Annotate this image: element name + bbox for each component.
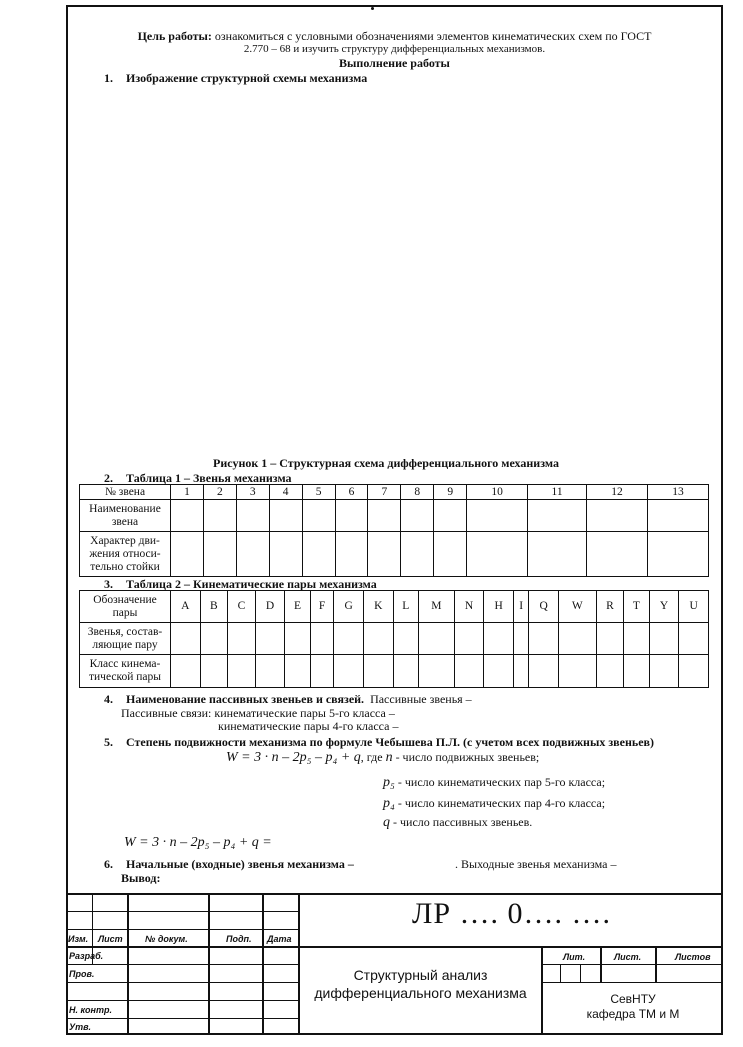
desc-p4: - число кинематических пар 4-го класса; xyxy=(394,796,606,810)
table1-row-name xyxy=(80,500,709,532)
table1-number: 2. xyxy=(104,471,113,485)
section-title: Выполнение работы xyxy=(339,56,450,70)
var-p4: p₄ xyxy=(383,796,395,811)
stamp-line xyxy=(580,964,581,982)
table1-title: Таблица 1 – Звенья механизма xyxy=(126,471,292,485)
table2-cell[interactable] xyxy=(393,623,419,655)
table2-cell[interactable] xyxy=(255,623,285,655)
table1-header-row xyxy=(80,485,709,500)
col-sheet: Лист. xyxy=(614,952,642,962)
table2-col-header: A xyxy=(171,591,201,623)
formula-eval: W = 3 · n – 2p₅ – p₄ + q = xyxy=(124,835,272,850)
table2-cell[interactable] xyxy=(558,623,596,655)
doc-code: ЛР …. 0…. …. xyxy=(411,897,612,930)
item5-number: 5. xyxy=(104,735,113,749)
stamp-title-line1: Структурный анализ xyxy=(353,967,488,983)
scan-dot xyxy=(371,7,374,10)
table2-row-label xyxy=(80,623,171,655)
table2-cell[interactable] xyxy=(171,655,201,688)
table2-cell[interactable] xyxy=(228,623,256,655)
item5-formula-line xyxy=(226,750,539,766)
table1-cell[interactable] xyxy=(302,532,335,577)
table2-cell[interactable] xyxy=(255,655,285,688)
table1-cell[interactable] xyxy=(335,532,368,577)
stamp-line xyxy=(66,1000,299,1001)
table1-cell[interactable] xyxy=(203,500,236,532)
table1-col-header: 9 xyxy=(434,485,467,500)
table1-cell[interactable] xyxy=(236,532,269,577)
row-razrab: Разраб. xyxy=(69,951,104,961)
table2-cell[interactable] xyxy=(419,655,455,688)
table1-cell[interactable] xyxy=(171,532,204,577)
stamp-org xyxy=(543,992,723,1022)
table1-cell[interactable] xyxy=(647,500,708,532)
table1-col-header: 2 xyxy=(203,485,236,500)
table2-cell[interactable] xyxy=(419,623,455,655)
table1-cell[interactable] xyxy=(467,500,528,532)
col-list: Лист xyxy=(98,934,123,944)
table1-cell[interactable] xyxy=(434,500,467,532)
table1-row-motion xyxy=(80,532,709,577)
goal-line-2: 2.770 – 68 и изучить структуру дифференциальных механизмов. xyxy=(243,43,546,55)
table1-col-header: 10 xyxy=(467,485,528,500)
table2-col-header: H xyxy=(484,591,514,623)
table2-cell[interactable] xyxy=(171,623,201,655)
label-line: пары xyxy=(112,606,138,619)
stamp-line xyxy=(208,893,210,1035)
table2-col-header: I xyxy=(513,591,528,623)
table2-cell[interactable] xyxy=(596,623,624,655)
item4-line xyxy=(126,692,472,707)
table2-cell[interactable] xyxy=(393,655,419,688)
q-line xyxy=(383,815,532,831)
row-nkontr: Н. контр. xyxy=(69,1005,112,1015)
table2-cell[interactable] xyxy=(228,655,256,688)
table2-cell[interactable] xyxy=(649,655,679,688)
table2-col-header: K xyxy=(363,591,393,623)
table1-cell[interactable] xyxy=(236,500,269,532)
stamp-line xyxy=(66,964,299,965)
desc-q: - число пассивных звеньев. xyxy=(390,815,533,829)
var-q: q xyxy=(383,815,390,830)
col-dokum: № докум. xyxy=(145,934,188,944)
table2-cell[interactable] xyxy=(624,655,650,688)
p5-line xyxy=(383,775,605,791)
item4-title: Наименование пассивных звеньев и связей. xyxy=(126,692,365,706)
table1-col-header: 1 xyxy=(171,485,204,500)
table2-cell[interactable] xyxy=(513,623,528,655)
table1-cell[interactable] xyxy=(434,532,467,577)
item4-passive-links: Пассивные звенья – xyxy=(370,692,472,706)
table1-cell[interactable] xyxy=(528,532,587,577)
label-line: Обозначение xyxy=(93,593,157,606)
table2-cell[interactable] xyxy=(363,623,393,655)
table2-cell[interactable] xyxy=(624,623,650,655)
label-line: жения относи- xyxy=(89,547,161,560)
table1-cell[interactable] xyxy=(368,532,401,577)
item6-number: 6. xyxy=(104,857,113,871)
item1-title: Изображение структурной схемы механизма xyxy=(126,71,368,85)
var-p5: p₅ xyxy=(383,775,395,790)
table2-cell[interactable] xyxy=(454,623,484,655)
stamp-line xyxy=(66,946,723,948)
item5-title: Степень подвижности механизма по формуле Чебышева П.Л. (с учетом всех подвижных звеньев) xyxy=(126,735,655,749)
col-izm: Изм. xyxy=(68,934,89,944)
item4-passive-bonds-2: кинематические пары 4-го класса – xyxy=(218,719,399,733)
org-line2: кафедра ТМ и М xyxy=(586,1007,680,1021)
table2-cell[interactable] xyxy=(679,623,709,655)
table2-col-header: C xyxy=(228,591,256,623)
table2-cell[interactable] xyxy=(285,655,311,688)
table2-col-header: Y xyxy=(649,591,679,623)
item6-output: . Выходные звенья механизма – xyxy=(455,857,617,871)
table2-cell[interactable] xyxy=(200,655,228,688)
table2-cell[interactable] xyxy=(649,623,679,655)
table2-col-header: T xyxy=(624,591,650,623)
table2-cell[interactable] xyxy=(334,655,364,688)
table2-cell[interactable] xyxy=(513,655,528,688)
table2-cell[interactable] xyxy=(334,623,364,655)
label-line: тельно стойки xyxy=(90,560,160,573)
table2-cell[interactable] xyxy=(310,655,334,688)
label-line: звена xyxy=(111,515,139,528)
table2-col-header: U xyxy=(679,591,709,623)
table1-col-header: 6 xyxy=(335,485,368,500)
desc-p5: - число кинематических пар 5-го класса; xyxy=(394,775,606,789)
label-line: Звенья, состав- xyxy=(87,625,163,638)
label-line: Наименование xyxy=(89,502,161,515)
table2-cell[interactable] xyxy=(484,623,514,655)
table2-cell[interactable] xyxy=(454,655,484,688)
col-lit: Лит. xyxy=(563,952,586,962)
col-sheets: Листов xyxy=(675,952,711,962)
stamp-line xyxy=(262,893,264,1035)
stamp-line xyxy=(541,982,723,983)
table2-col-header: G xyxy=(334,591,364,623)
table2-col-header: B xyxy=(200,591,228,623)
table1-col-header: 11 xyxy=(528,485,587,500)
item4-passive-bonds: Пассивные связи: кинематические пары 5-го класса – xyxy=(121,706,395,720)
table1-cell[interactable] xyxy=(647,532,708,577)
col-podp: Подп. xyxy=(226,934,252,944)
stamp-line xyxy=(66,982,299,983)
table2-row-links xyxy=(80,623,709,655)
table1-cell[interactable] xyxy=(335,500,368,532)
table1-cell[interactable] xyxy=(587,500,648,532)
table1-col-header: 4 xyxy=(269,485,302,500)
label-line: Класс кинема- xyxy=(89,658,161,670)
table2-header-row xyxy=(80,591,709,623)
item6-title: Начальные (входные) звенья механизма – xyxy=(126,857,354,871)
formula-where: , где xyxy=(360,750,383,764)
figure-caption: Рисунок 1 – Структурная схема дифференциального механизма xyxy=(213,456,559,470)
stamp-line xyxy=(600,946,602,982)
table2-cell[interactable] xyxy=(484,655,514,688)
table1-cell[interactable] xyxy=(587,532,648,577)
table2-col-header: N xyxy=(454,591,484,623)
table1-cell[interactable] xyxy=(528,500,587,532)
item1-number: 1. xyxy=(104,71,113,85)
table1-cell[interactable] xyxy=(269,500,302,532)
var-n: n xyxy=(385,750,393,765)
table1-col-header: 12 xyxy=(587,485,648,500)
stamp-line xyxy=(560,964,561,982)
table1-cell[interactable] xyxy=(401,532,434,577)
label-line: ляющие пару xyxy=(92,638,158,651)
table1-col-header: 5 xyxy=(302,485,335,500)
table2-col-header: L xyxy=(393,591,419,623)
desc-n: - число подвижных звеньев; xyxy=(392,750,540,764)
goal-text-1: ознакомиться с условными обозначениями элементов кинематических схем по ГОСТ xyxy=(211,29,652,43)
table2-row-label xyxy=(80,655,171,688)
stamp-line xyxy=(541,964,723,965)
item4-number: 4. xyxy=(104,692,113,706)
table2-col-header: W xyxy=(558,591,596,623)
table2-col-header: D xyxy=(255,591,285,623)
table2-cell[interactable] xyxy=(558,655,596,688)
stamp-line xyxy=(66,1018,299,1019)
goal-label: Цель работы: xyxy=(137,29,212,43)
goal-line-1 xyxy=(66,29,723,44)
stamp-top-line xyxy=(66,893,723,895)
table1-row-label xyxy=(80,500,171,532)
table1-col-header: 3 xyxy=(236,485,269,500)
label-line: тической пары xyxy=(89,671,161,683)
formula: W = 3 · n – 2p₅ – p₄ + q xyxy=(226,750,361,765)
table1-col-header: 7 xyxy=(368,485,401,500)
table1-header-label: № звена xyxy=(80,485,171,500)
label-line: Характер дви- xyxy=(90,534,160,547)
table1-cell[interactable] xyxy=(302,500,335,532)
table1 xyxy=(79,484,709,577)
table1-col-header: 8 xyxy=(401,485,434,500)
table2-col-header: F xyxy=(310,591,334,623)
table2-cell[interactable] xyxy=(363,655,393,688)
table2-cell[interactable] xyxy=(529,623,559,655)
table2-cell[interactable] xyxy=(285,623,311,655)
table2-number: 3. xyxy=(104,577,113,591)
table1-cell[interactable] xyxy=(368,500,401,532)
table2 xyxy=(79,590,709,688)
stamp-line xyxy=(66,911,299,912)
table2-cell[interactable] xyxy=(310,623,334,655)
table1-cell[interactable] xyxy=(401,500,434,532)
org-line1: СевНТУ xyxy=(610,992,656,1006)
table1-cell[interactable] xyxy=(269,532,302,577)
table2-col-header: R xyxy=(596,591,624,623)
table2-cell[interactable] xyxy=(679,655,709,688)
table2-header-label xyxy=(80,591,171,623)
stamp-line xyxy=(66,929,299,930)
col-data: Дата xyxy=(267,934,292,944)
stamp-line xyxy=(127,893,129,1035)
stamp-title-line2: дифференциального механизма xyxy=(314,985,527,1001)
table2-cell[interactable] xyxy=(529,655,559,688)
table2-col-header: Q xyxy=(529,591,559,623)
table2-col-header: E xyxy=(285,591,311,623)
stamp-title xyxy=(300,966,541,1002)
table1-cell[interactable] xyxy=(467,532,528,577)
table2-title: Таблица 2 – Кинематические пары механизма xyxy=(126,577,377,591)
table2-row-class xyxy=(80,655,709,688)
table1-row-label xyxy=(80,532,171,577)
table1-cell[interactable] xyxy=(203,532,236,577)
table2-cell[interactable] xyxy=(596,655,624,688)
table2-col-header: M xyxy=(419,591,455,623)
row-prov: Пров. xyxy=(69,969,95,979)
table2-cell[interactable] xyxy=(200,623,228,655)
table1-col-header: 13 xyxy=(647,485,708,500)
p4-line xyxy=(383,796,605,812)
conclusion-label: Вывод: xyxy=(121,871,161,885)
table1-cell[interactable] xyxy=(171,500,204,532)
stamp-line xyxy=(655,946,657,982)
row-utv: Утв. xyxy=(69,1022,92,1032)
